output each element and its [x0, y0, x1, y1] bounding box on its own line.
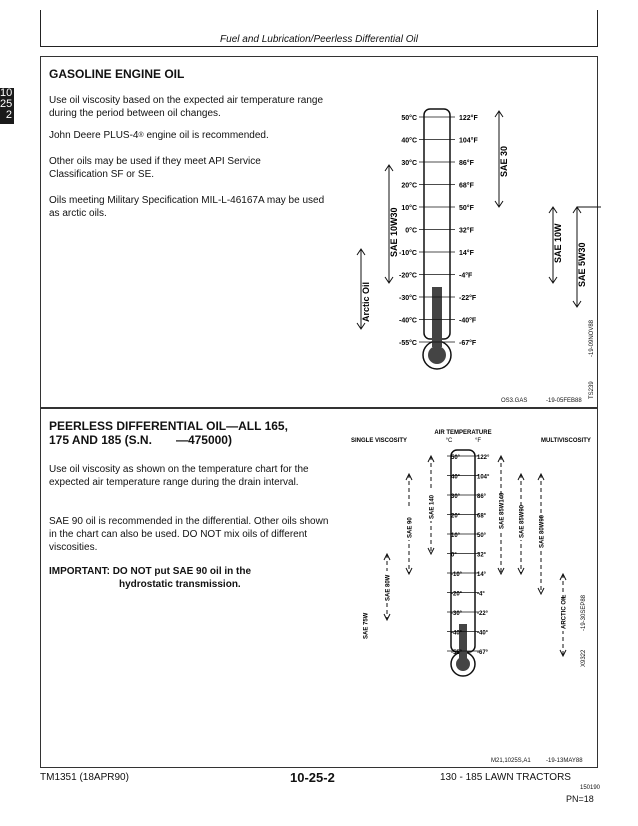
temp-c-label: -30°C [399, 295, 417, 302]
grade-label: SAE 10W30 [389, 207, 399, 257]
temp-c-label: 50°C [401, 115, 417, 122]
temp-f-label: -67° [477, 650, 489, 656]
header-underline [40, 46, 598, 47]
section-tab [0, 88, 14, 124]
title-line-1: PEERLESS DIFFERENTIAL OIL—ALL 165, [49, 419, 288, 433]
sae-80w90-range [537, 474, 546, 594]
grade-label: SAE 80W90 [539, 514, 546, 548]
temp-c-label: -40° [451, 630, 463, 637]
figure-date: -19-09NOV88 [589, 319, 595, 357]
important-note [49, 565, 339, 591]
grade-label: Arctic Oil [361, 281, 371, 322]
grade-label: SAE 85W140 [499, 492, 506, 529]
paragraph: Use oil viscosity as shown on the temperature chart for the expected air temperature range during the drain interval. [49, 464, 309, 488]
grade-label: SAE 140 [429, 494, 436, 519]
multiviscosity-label: MULTIVISCOSITY [541, 438, 591, 444]
single-viscosity-label: SINGLE VISCOSITY [351, 438, 408, 444]
section-title: GASOLINE ENGINE OIL [49, 67, 185, 81]
temp-c-label: -10° [451, 572, 463, 578]
footer-code: OS3.GAS [501, 398, 528, 404]
footer-date: -19-05FEB88 [546, 398, 582, 404]
paragraph: Oils meeting Military Specification MIL-L-46167A may be used as arctic oils. [49, 195, 325, 219]
footer-small-code: 150190 [580, 785, 601, 791]
temp-c-label: -55°C [399, 340, 417, 347]
grade-label: SAE 10W [553, 223, 563, 263]
temp-f-label: 68°F [459, 182, 474, 190]
temp-c-label: 0°C [405, 227, 417, 235]
footer-code: M21,1025S,A1 [491, 758, 531, 764]
paragraph: SAE 90 oil is recommended in the differential. Other oils shown in the chart can also be used. DO NOT mix oils of different viscosities. [49, 516, 329, 553]
paragraph [49, 129, 329, 142]
temp-f-label: 86°F [459, 160, 474, 167]
temp-f-label: 68° [477, 513, 487, 520]
temp-f-label: -4° [477, 591, 485, 598]
temp-f-label: -40° [477, 630, 489, 637]
registered-mark: ® [138, 132, 144, 139]
fahrenheit-label: °F [474, 438, 482, 444]
temp-c-label: 20° [451, 513, 461, 520]
differential-oil-section [40, 408, 598, 768]
title-text: 175 AND 185 (S.N. [49, 433, 152, 447]
grade-label: ARCTIC OIL [561, 594, 568, 629]
temp-f-label: -22° [477, 611, 489, 617]
paragraph: Use oil viscosity based on the expected air temperature range during the period between oil changes. [49, 95, 324, 119]
temp-f-label: 32° [477, 552, 487, 559]
arctic-oil-range [357, 249, 371, 329]
temp-c-label: 40°C [401, 137, 417, 145]
grade-label: SAE 5W30 [577, 242, 587, 287]
temp-c-label: -20°C [399, 272, 417, 280]
temp-c-label: 10° [451, 533, 461, 539]
temp-f-label: 104° [477, 474, 490, 481]
manual-id: TM1351 (18APR90) [40, 772, 129, 783]
temp-c-label: -20° [451, 591, 463, 598]
tab-line-3: 2 [5, 109, 12, 121]
temp-f-label: 32°F [459, 227, 474, 235]
sae-140-range [427, 456, 436, 554]
tab-line-2: 25 [0, 98, 13, 110]
temp-f-label: 104°F [459, 137, 478, 145]
page-number: 10-25-2 [290, 770, 335, 785]
section-title [49, 419, 349, 447]
temp-f-label: -40°F [459, 317, 477, 325]
page-header-title: Fuel and Lubrication/Peerless Differential Oil [220, 34, 418, 45]
temp-f-label: 14° [477, 572, 487, 578]
page-id: PN=18 [566, 794, 594, 804]
gasoline-oil-section [40, 56, 598, 408]
sae-10w-range [549, 207, 563, 283]
sae-85w140-range [497, 456, 506, 574]
grade-label: SAE 75W [363, 612, 370, 639]
temp-f-label: -4°F [459, 272, 473, 280]
thermometer-tube [451, 450, 475, 676]
engine-oil-thermometer-chart [331, 97, 601, 387]
text-span: engine oil is recommended. [143, 130, 269, 141]
sae-5w30-range [573, 207, 601, 307]
temp-f-label: 14°F [459, 250, 474, 257]
temp-c-label: -10°C [399, 250, 417, 257]
temp-c-label: 20°C [401, 182, 417, 190]
tab-line-1: 10 [0, 87, 13, 99]
temp-c-label: 30° [451, 494, 461, 500]
temp-f-label: 50°F [459, 205, 474, 212]
temp-c-label: -55° [451, 650, 463, 656]
air-temperature-label: AIR TEMPERATURE [434, 430, 492, 436]
temp-c-label: -40°C [399, 317, 417, 325]
temp-c-label: 0° [451, 552, 457, 559]
sae-90-range [405, 474, 414, 574]
temp-f-label: 50° [477, 533, 487, 539]
paragraph: Other oils may be used if they meet API Service Classification SF or SE. [49, 156, 261, 180]
figure-date: -19-30SEP88 [581, 594, 587, 631]
temp-f-label: -22°F [459, 295, 477, 302]
product-name: 130 - 185 LAWN TRACTORS [440, 772, 571, 783]
temp-c-label: 50° [451, 455, 461, 461]
grade-label: SAE 90 [407, 517, 414, 538]
temp-c-label: 10°C [401, 205, 417, 212]
sae-85w90-range [517, 474, 526, 574]
important-line-2: hydrostatic transmission. [119, 579, 241, 590]
important-line-1 [49, 565, 339, 578]
important-text: DO NOT put SAE 90 oil in the [112, 566, 252, 577]
sae-75w-range [361, 609, 370, 641]
temp-c-label: -30° [451, 611, 463, 617]
sae-30-range [495, 111, 509, 207]
grade-label: SAE 80W [385, 574, 392, 601]
temp-c-label: 40° [451, 474, 461, 481]
thermometer-tube [423, 109, 451, 369]
temp-f-label: 122° [477, 455, 490, 461]
sae-10w30-range [385, 165, 399, 283]
celsius-label: °C [445, 438, 453, 444]
important-label: IMPORTANT: [49, 566, 110, 577]
footer-date: -19-13MAY88 [546, 758, 583, 764]
serial-number: —475000) [175, 433, 232, 447]
figure-code: TS239 [589, 381, 595, 399]
arctic-oil-range [559, 574, 568, 656]
temp-c-label: 30°C [401, 160, 417, 167]
grade-label: SAE 85W90 [519, 504, 526, 538]
temp-f-label: 86° [477, 494, 487, 500]
text-span: John Deere PLUS-4 [49, 130, 139, 141]
temp-f-label: 122°F [459, 115, 478, 122]
title-line-2 [49, 433, 349, 447]
differential-oil-chart [341, 424, 591, 684]
temp-f-label: -67°F [459, 340, 477, 347]
figure-code: X9322 [581, 649, 587, 667]
grade-label: SAE 30 [499, 145, 509, 177]
sae-80w-range [383, 554, 392, 620]
